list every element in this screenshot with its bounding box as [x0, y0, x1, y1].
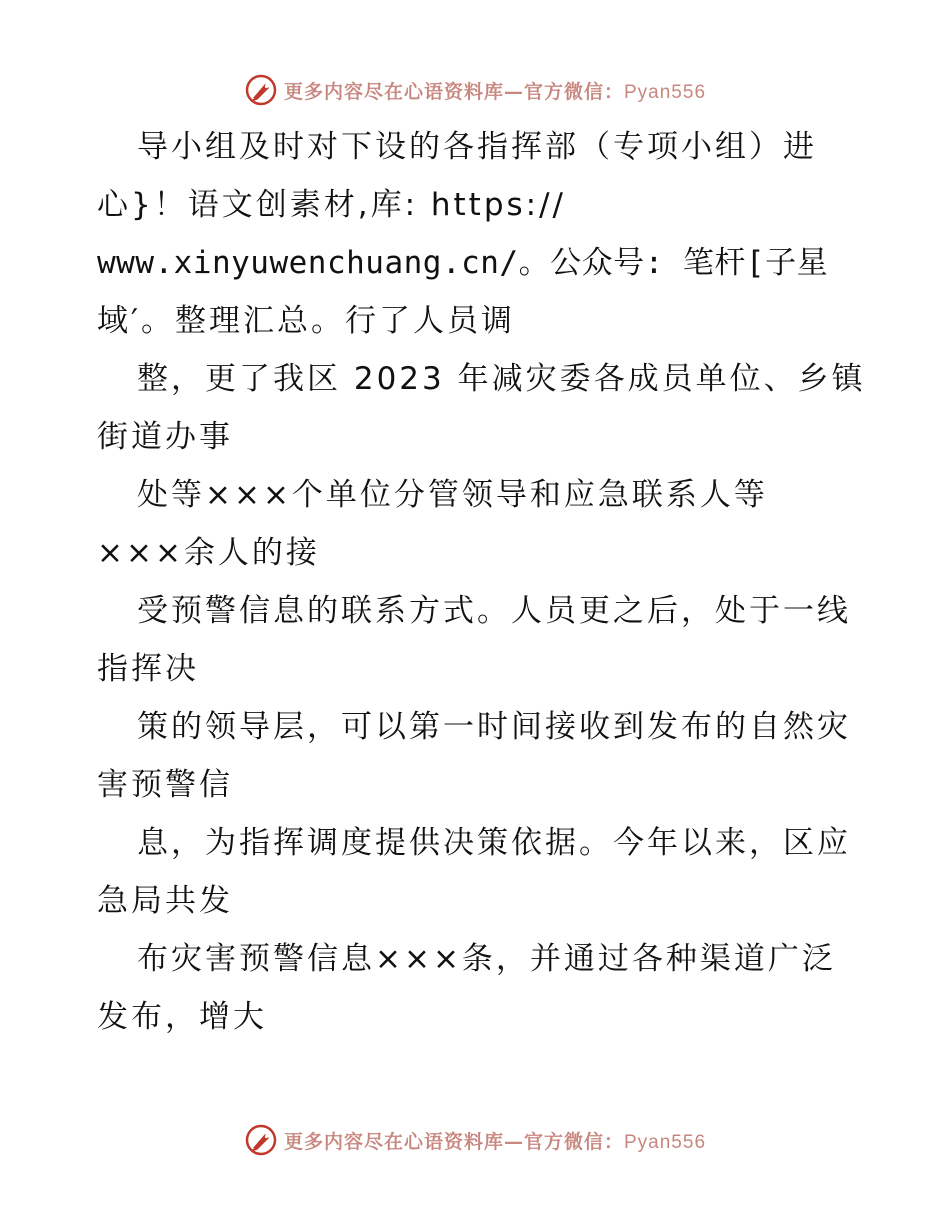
footer-banner-label: 更多内容尽在心语资料库—官方微信： — [283, 1130, 624, 1153]
text-line: 街道办事 — [97, 419, 233, 455]
text-line: 导小组及时对下设的各指挥部（专项小组）进 — [137, 129, 817, 165]
text-line: 域′。整理汇总。行了人员调 — [97, 303, 516, 339]
header-banner-label: 更多内容尽在心语资料库—官方微信： — [283, 80, 624, 103]
header-banner-id: Pyan556 — [624, 81, 707, 103]
footer-watermark-banner — [0, 1120, 950, 1160]
header-watermark-banner — [0, 70, 950, 110]
footer-banner-text — [284, 1127, 706, 1154]
text-line: 处等×××个单位分管领导和应急联系人等 — [137, 477, 768, 513]
text-line: 急局共发 — [97, 883, 233, 919]
text-line: 整，更了我区 2023 年减灾委各成员单位、乡镇 — [137, 361, 866, 397]
text-line: www.xinyuwenchuang.cn/。公众号: 笔杆[子星 — [97, 245, 829, 281]
text-line: 息，为指挥调度提供决策依据。今年以来，区应 — [137, 825, 851, 861]
pen-nib-circle-icon — [244, 1123, 278, 1157]
text-line: 害预警信 — [97, 767, 233, 803]
text-line: ×××余人的接 — [97, 535, 320, 571]
text-line: 发布，增大 — [97, 999, 267, 1035]
header-banner-text — [284, 77, 706, 104]
text-line: 策的领导层，可以第一时间接收到发布的自然灾 — [137, 709, 851, 745]
footer-banner-id: Pyan556 — [624, 1131, 707, 1153]
text-line: 布灾害预警信息×××条，并通过各种渠道广泛 — [137, 941, 836, 977]
text-line: 受预警信息的联系方式。人员更之后，处于一线 — [137, 593, 851, 629]
text-line: 指挥决 — [97, 651, 199, 687]
document-body — [97, 118, 877, 1046]
text-line: 心}！语文创素材,库: https:// — [97, 187, 566, 223]
pen-nib-circle-icon — [244, 73, 278, 107]
